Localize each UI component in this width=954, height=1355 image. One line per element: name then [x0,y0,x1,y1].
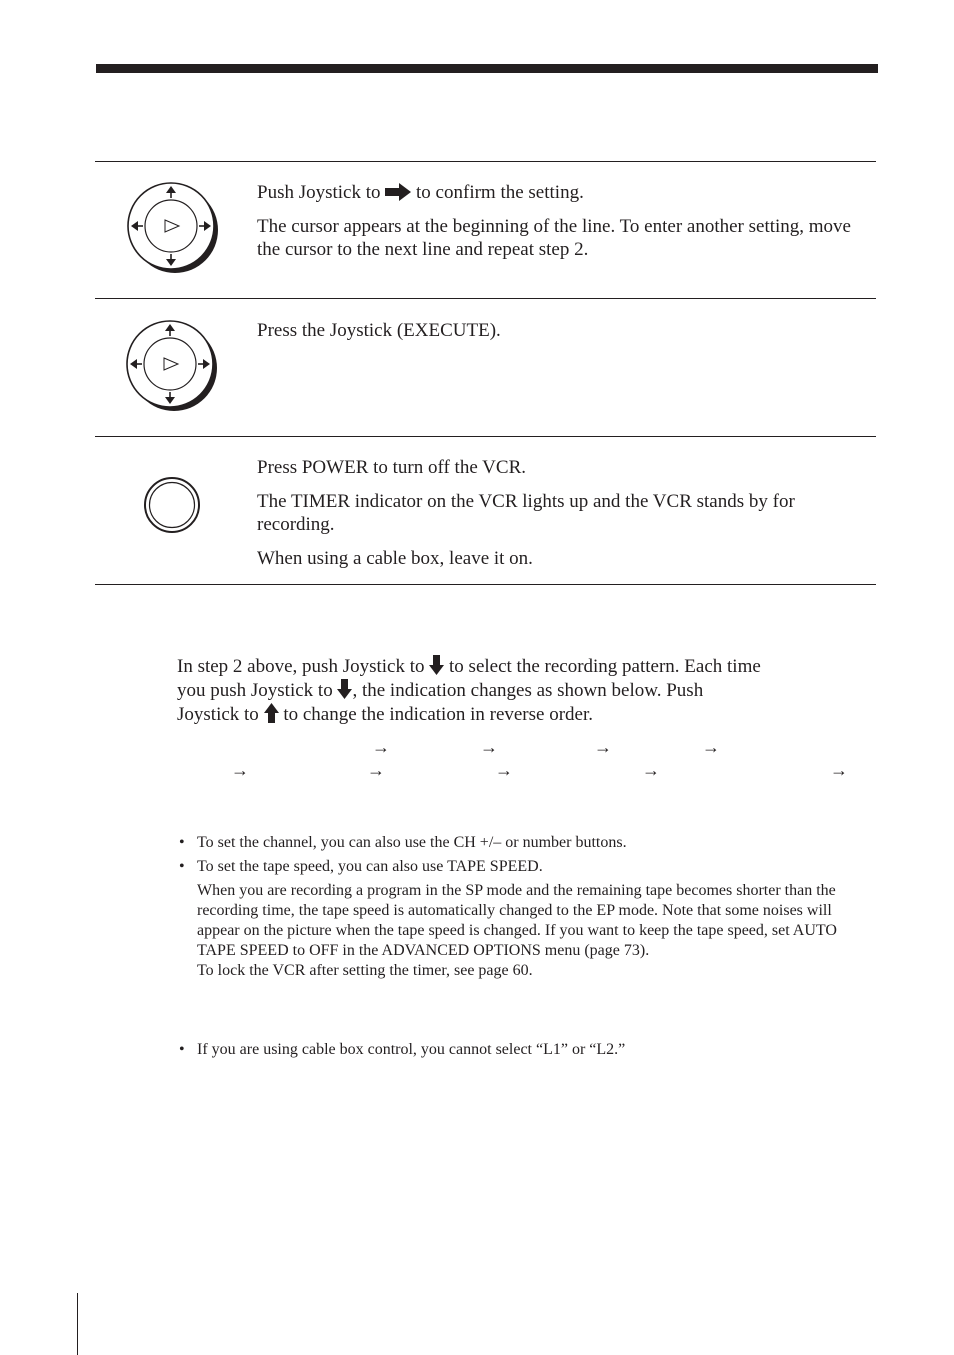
tips-list [176,833,876,981]
pattern-paragraph [177,655,877,727]
lock-detail: To lock the VCR after setting the timer, see page 60. [197,962,533,979]
sequence-arrow: → [642,760,660,780]
pattern-line: In step 2 above, push Joystick to to select the recording pattern. Each time [177,656,761,677]
table-rule [95,584,876,585]
list-item: • To set the channel, you can also use the CH +/– or number buttons. [179,834,627,851]
step-description: The cursor appears at the beginning of the line. To enter another setting, move the cursor to the next line and repeat step 2. [257,216,851,260]
pattern-line: you push Joystick to , the indication changes as shown below. Push [177,680,704,701]
sequence-arrow: → [495,760,513,780]
step-description: When using a cable box, leave it on. [257,548,533,569]
sequence-arrow: → [480,737,498,757]
step-power-text [257,456,867,581]
joystick-press-icon [120,318,222,414]
power-button-icon [141,474,203,536]
sequence-arrow: → [830,760,848,780]
sequence-arrow: → [372,737,390,757]
step-confirm-text [257,181,867,272]
arrow-down-icon [337,679,352,699]
table-rule [95,161,876,162]
pattern-line: Joystick to to change the indication in reverse order. [177,704,593,725]
sequence-arrow: → [231,760,249,780]
margin-line [77,1293,78,1355]
tape-speed-detail: When you are recording a program in the SP mode and the remaining tape becomes shorter than the recording time, the tape speed is automatically changed to the EP mode. Note that some noises will appear on the picture when the tape speed is changed. If you want to keep the tape speed, set AUTO TAPE SPEED to OFF in the ADVANCED OPTIONS menu (page 73). [197,882,837,959]
list-item: • If you are using cable box control, you cannot select “L1” or “L2.” [179,1041,626,1058]
step-instruction: Press the Joystick (EXECUTE). [257,320,501,341]
arrow-down-icon [429,655,444,675]
step-execute-text [257,319,867,353]
step-instruction: Push Joystick to to confirm the setting. [257,182,584,203]
sequence-arrow: → [594,737,612,757]
sequence-arrow: → [702,737,720,757]
step-instruction: Press POWER to turn off the VCR. [257,457,526,478]
list-item: • To set the tape speed, you can also use TAPE SPEED. [179,858,543,875]
table-rule [95,436,876,437]
notes-list [176,1040,876,1060]
sequence-arrow: → [367,760,385,780]
table-rule [95,298,876,299]
arrow-up-icon [264,703,279,723]
header-bar [96,64,878,73]
arrow-right-icon [385,183,411,201]
joystick-right-icon [121,180,223,276]
step-description: The TIMER indicator on the VCR lights up and the VCR stands by for recording. [257,491,795,535]
